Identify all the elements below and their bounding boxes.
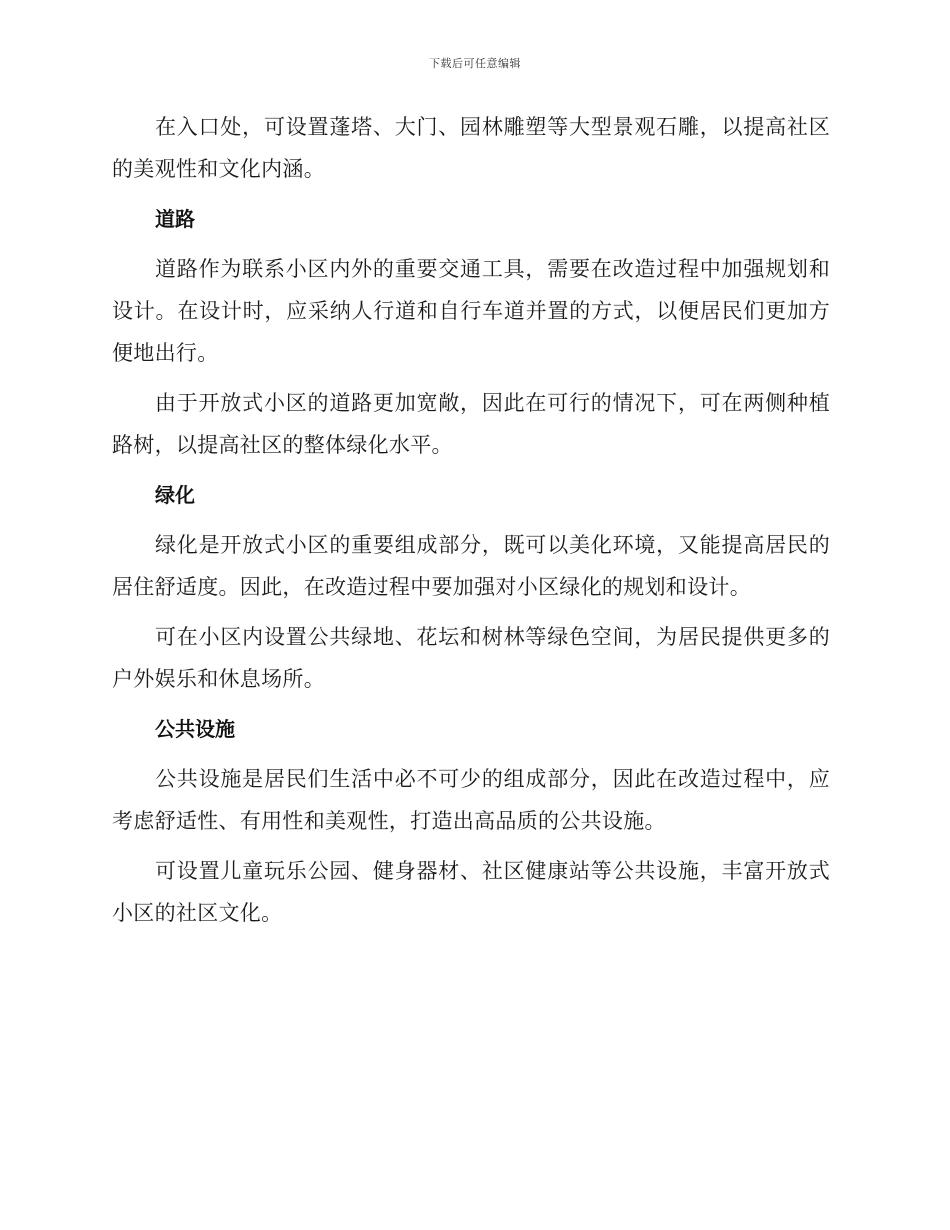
section-paragraph: 由于开放式小区的道路更加宽敞，因此在可行的情况下，可在两侧种植路树，以提高社区的整体绿化水平。 bbox=[112, 391, 830, 457]
section-heading: 道路 bbox=[155, 207, 195, 231]
document-body bbox=[112, 106, 830, 942]
section-public-facilities bbox=[112, 708, 830, 934]
page-header-note: 下载后可任意编辑 bbox=[429, 57, 521, 70]
section-roads bbox=[112, 198, 830, 466]
section-heading: 绿化 bbox=[155, 483, 195, 507]
section-paragraph: 道路作为联系小区内外的重要交通工具，需要在改造过程中加强规划和设计。在设计时，应采纳人行道和自行车道并置的方式，以便居民们更加方便地出行。 bbox=[112, 257, 830, 365]
section-heading: 公共设施 bbox=[155, 717, 235, 741]
section-greening bbox=[112, 474, 830, 700]
section-paragraph: 公共设施是居民们生活中必不可少的组成部分，因此在改造过程中，应考虑舒适性、有用性和美观性，打造出高品质的公共设施。 bbox=[112, 767, 830, 833]
section-paragraph: 可设置儿童玩乐公园、健身器材、社区健康站等公共设施，丰富开放式小区的社区文化。 bbox=[112, 859, 830, 925]
section-paragraph: 绿化是开放式小区的重要组成部分，既可以美化环境，又能提高居民的居住舒适度。因此，在改造过程中要加强对小区绿化的规划和设计。 bbox=[112, 533, 830, 599]
section-paragraph: 可在小区内设置公共绿地、花坛和树林等绿色空间，为居民提供更多的户外娱乐和休息场所。 bbox=[112, 625, 830, 691]
intro-paragraph: 在入口处，可设置蓬塔、大门、园林雕塑等大型景观石雕，以提高社区的美观性和文化内涵。 bbox=[112, 115, 830, 181]
